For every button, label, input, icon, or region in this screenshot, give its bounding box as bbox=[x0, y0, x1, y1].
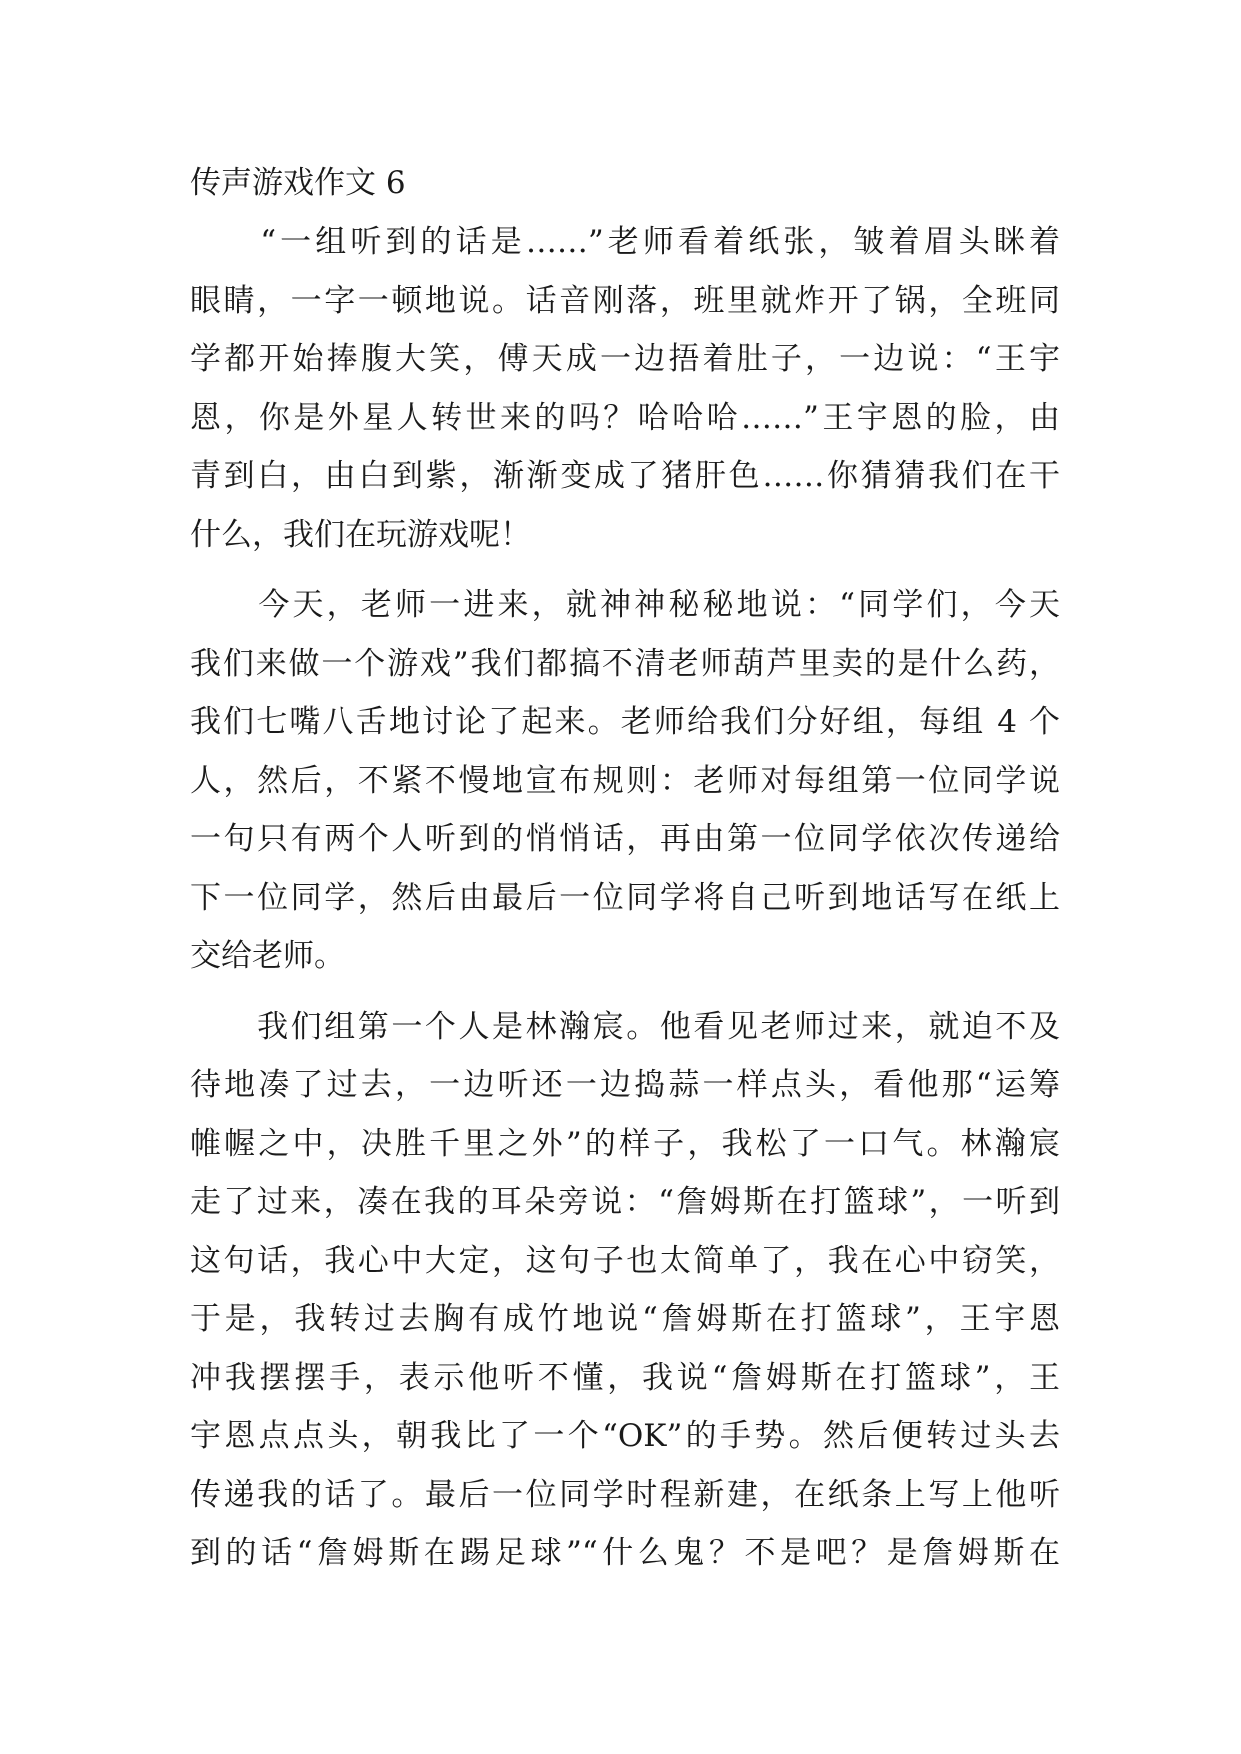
text-line: 人，然后，不紧不慢地宣布规则：老师对每组第一位同学说 bbox=[190, 762, 1060, 799]
text-line: 什么，我们在玩游戏呢！ bbox=[190, 516, 531, 553]
text-line: 传递我的话了。最后一位同学时程新建，在纸条上写上他听 bbox=[190, 1476, 1060, 1513]
text-line: 我们组第一个人是林瀚宸。他看见老师过来，就迫不及 bbox=[190, 1008, 1060, 1045]
text-line: 交给老师。 bbox=[190, 938, 345, 974]
paragraph-1 bbox=[190, 222, 1060, 573]
text-line: 学都开始捧腹大笑，傅天成一边捂着肚子，一边说：“王宇 bbox=[190, 341, 1060, 377]
text-line: 眼睛，一字一顿地说。话音刚落，班里就炸开了锅，全班同 bbox=[190, 282, 1060, 319]
text-line: 我们七嘴八舌地讨论了起来。老师给我们分好组，每组 4 个 bbox=[190, 704, 1060, 740]
text-line: “一组听到的话是……”老师看着纸张，皱着眉头眯着 bbox=[190, 224, 1060, 260]
text-line: 这句话，我心中大定，这句子也太简单了，我在心中窃笑， bbox=[190, 1242, 1060, 1279]
text-line: 走了过来，凑在我的耳朵旁说：“詹姆斯在打篮球”，一听到 bbox=[190, 1184, 1060, 1220]
paragraph-2 bbox=[190, 585, 1060, 995]
document-title: 传声游戏作文 6 bbox=[190, 165, 406, 201]
text-line: 宇恩点点头，朝我比了一个“OK”的手势。然后便转过头去 bbox=[190, 1418, 1060, 1454]
text-line: 到的话“詹姆斯在踢足球”“什么鬼？不是吧？是詹姆斯在 bbox=[190, 1535, 1060, 1571]
text-line: 帷幄之中，决胜千里之外”的样子，我松了一口气。林瀚宸 bbox=[190, 1125, 1060, 1162]
text-line: 待地凑了过去，一边听还一边捣蒜一样点头，看他那“运筹 bbox=[190, 1067, 1060, 1103]
text-line: 今天，老师一进来，就神神秘秘地说：“同学们，今天 bbox=[190, 587, 1060, 623]
text-line: 恩，你是外星人转世来的吗？哈哈哈……”王宇恩的脸，由 bbox=[190, 399, 1060, 436]
text-line: 青到白，由白到紫，渐渐变成了猪肝色……你猜猜我们在干 bbox=[190, 458, 1060, 494]
text-line: 于是，我转过去胸有成竹地说“詹姆斯在打篮球”，王宇恩 bbox=[190, 1301, 1060, 1337]
text-line: 我们来做一个游戏”我们都搞不清老师葫芦里卖的是什么药， bbox=[190, 645, 1060, 682]
text-line: 冲我摆摆手，表示他听不懂，我说“詹姆斯在打篮球”，王 bbox=[190, 1359, 1060, 1396]
text-line: 一句只有两个人听到的悄悄话，再由第一位同学依次传递给 bbox=[190, 821, 1060, 857]
document-body bbox=[190, 222, 1060, 1604]
paragraph-3 bbox=[190, 1007, 1060, 1592]
text-line: 下一位同学，然后由最后一位同学将自己听到地话写在纸上 bbox=[190, 879, 1060, 916]
